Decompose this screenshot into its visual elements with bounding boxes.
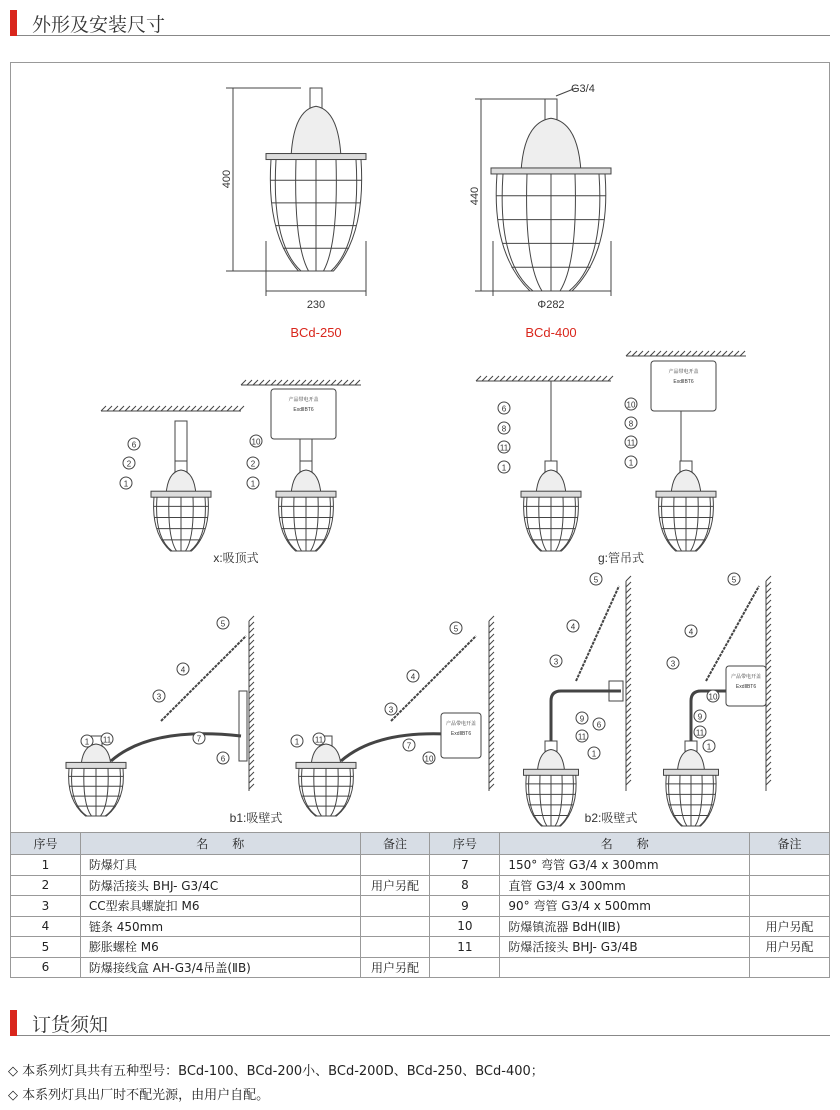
junction-box [441,713,481,758]
part-name: 90° 弯管 G3/4 x 500mm [500,896,750,917]
callout-4 [177,663,189,675]
svg-text:1: 1 [84,737,90,747]
part-number: 5 [11,937,81,958]
callout-11 [576,730,588,742]
svg-text:7: 7 [406,741,412,751]
part-remark [360,896,430,917]
note-item: ◇ 本系列灯具出厂时不配光源，由用户自配。 [8,1088,270,1103]
svg-text:11: 11 [499,443,509,453]
model-label-250: BCd-250 [290,325,342,340]
svg-text:11: 11 [577,732,587,742]
callout-6 [128,438,140,450]
svg-text:11: 11 [695,728,705,738]
table-header [11,833,830,855]
part-remark [360,855,430,876]
column-header: 序号 [430,833,500,855]
part-number: 11 [430,937,500,958]
svg-text:3: 3 [553,657,559,667]
callout-11 [498,441,510,453]
part-name: 防爆活接头 BHJ- G3/4B [500,937,750,958]
callout-8 [498,422,510,434]
callout-10 [625,398,637,410]
caption-wall-b1: b1:吸壁式 [229,811,283,825]
part-name: 直管 G3/4 x 300mm [500,875,750,896]
svg-text:10: 10 [424,754,434,764]
callout-9 [694,710,706,722]
callout-11 [101,733,113,745]
svg-text:9: 9 [697,712,703,722]
callout-4 [407,670,419,682]
junction-box [271,389,336,439]
callout-6 [217,752,229,764]
callout-3 [153,690,165,702]
installation-diagram [11,63,831,833]
callout-11 [313,733,325,745]
callout-1 [588,747,600,759]
callout-5 [217,617,229,629]
svg-text:1: 1 [294,737,300,747]
svg-text:3: 3 [388,705,394,715]
callout-5 [450,622,462,634]
svg-text:4: 4 [570,622,576,632]
table-row [11,916,830,937]
part-name: 防爆镇流器 BdH(ⅡB) [500,916,750,937]
junction-box [651,361,716,411]
callout-1 [625,456,637,468]
part-number: 6 [11,957,81,978]
lamp-bcd-250 [266,88,366,271]
callout-11 [694,726,706,738]
callout-3 [667,657,679,669]
svg-text:4: 4 [410,672,416,682]
part-name: 防爆活接头 BHJ- G3/4C [80,875,360,896]
table-row [11,875,830,896]
svg-text:1: 1 [628,458,634,468]
part-number [430,957,500,978]
part-remark [360,916,430,937]
lamp-wall [524,741,579,826]
callout-6 [593,718,605,730]
dim-height-250: 400 [221,169,233,189]
svg-text:产品带电开盖: 产品带电开盖 [445,721,477,727]
lamp-ceiling [151,461,211,551]
callout-10 [707,690,719,702]
caption-ceiling: x:吸顶式 [213,551,259,565]
lamp-pipe [656,461,716,551]
part-number: 2 [11,875,81,896]
column-header: 备注 [750,833,830,855]
svg-text:ExdⅡBT6: ExdⅡBT6 [735,684,757,690]
svg-text:4: 4 [180,665,186,675]
svg-text:产品带电开盖: 产品带电开盖 [288,397,319,403]
part-name: 链条 450mm [80,916,360,937]
column-header: 序号 [11,833,81,855]
callout-1 [291,735,303,747]
lamp-ceiling [276,461,336,551]
svg-text:9: 9 [579,714,585,724]
callout-2 [247,457,259,469]
part-remark: 用户另配 [360,957,430,978]
part-remark [750,957,830,978]
svg-text:产品带电开盖: 产品带电开盖 [730,674,762,680]
svg-text:10: 10 [708,692,718,702]
part-remark: 用户另配 [750,916,830,937]
part-number: 9 [430,896,500,917]
svg-text:4: 4 [688,627,694,637]
callout-4 [567,620,579,632]
callout-5 [728,573,740,585]
dim-thread-400: G3/4 [571,83,595,95]
lamp-wall [664,741,719,826]
section-title: 订货须知 [32,1014,109,1036]
section-header-dimensions [10,6,830,36]
callout-1 [703,740,715,752]
callout-2 [123,457,135,469]
lamp-bcd-400 [491,99,611,291]
svg-text:11: 11 [102,735,112,745]
section-title: 外形及安装尺寸 [32,14,166,36]
svg-text:11: 11 [626,438,636,448]
svg-text:1: 1 [501,463,507,473]
part-name: 防爆接线盒 AH-G3/4吊盖(ⅡB) [80,957,360,978]
svg-text:2: 2 [126,459,132,469]
part-number: 4 [11,916,81,937]
part-number: 8 [430,875,500,896]
svg-text:8: 8 [501,424,507,434]
note-item: ◇ 本系列灯具共有五种型号：BCd-100、BCd-200小、BCd-200D、BCd-250、BCd-400； [8,1064,544,1079]
caption-pipe: g:管吊式 [597,551,645,565]
callout-11 [625,436,637,448]
accent-bar [10,10,17,36]
svg-text:1: 1 [123,479,129,489]
lamp-pipe [521,461,581,551]
part-name [500,957,750,978]
wall-hatch [489,616,494,791]
callout-4 [685,625,697,637]
svg-text:ExdⅡBT6: ExdⅡBT6 [450,731,472,737]
section-header-ordering [10,1006,830,1036]
part-name: 防爆灯具 [80,855,360,876]
caption-wall-b2: b2:吸壁式 [584,811,638,825]
lamp-wall [296,736,356,816]
part-name: CC型索具螺旋扣 M6 [80,896,360,917]
svg-text:8: 8 [628,419,634,429]
callout-6 [498,402,510,414]
callout-1 [498,461,510,473]
callout-5 [590,573,602,585]
part-remark [750,855,830,876]
dim-diameter-400: Φ282 [537,299,565,311]
model-label-400: BCd-400 [525,325,577,340]
column-header: 名 称 [80,833,360,855]
part-number: 10 [430,916,500,937]
accent-bar [10,1010,17,1036]
callout-7 [193,732,205,744]
svg-text:1: 1 [591,749,597,759]
wall-hatch [249,616,254,791]
callout-1 [81,735,93,747]
part-remark: 用户另配 [750,937,830,958]
svg-text:6: 6 [220,754,226,764]
ceiling-hatch [101,406,244,411]
svg-text:7: 7 [196,734,202,744]
wall-hatch [766,576,771,791]
callout-7 [403,739,415,751]
part-remark [750,896,830,917]
callout-8 [625,417,637,429]
part-remark [750,875,830,896]
part-number: 3 [11,896,81,917]
table-row [11,896,830,917]
callout-3 [550,655,562,667]
part-name: 膨胀螺栓 M6 [80,937,360,958]
svg-text:产品带电开盖: 产品带电开盖 [668,369,699,375]
callout-9 [576,712,588,724]
part-remark [360,937,430,958]
svg-text:6: 6 [596,720,602,730]
junction-box [726,666,766,706]
svg-text:6: 6 [131,440,137,450]
callout-3 [385,703,397,715]
callout-10 [250,435,262,447]
svg-text:5: 5 [453,624,459,634]
svg-text:10: 10 [626,400,636,410]
callout-10 [423,752,435,764]
part-number: 7 [430,855,500,876]
dim-height-400: 440 [469,186,481,206]
svg-text:3: 3 [670,659,676,669]
table-row [11,957,830,978]
column-header: 名 称 [500,833,750,855]
wall-hatch [626,576,631,791]
part-name: 150° 弯管 G3/4 x 300mm [500,855,750,876]
parts-table [10,832,830,978]
svg-text:5: 5 [220,619,226,629]
callout-1 [120,477,132,489]
lamp-wall [66,736,126,816]
part-number: 1 [11,855,81,876]
ceiling-hatch [626,351,746,356]
svg-text:5: 5 [731,575,737,585]
svg-text:ExdⅡBT6: ExdⅡBT6 [293,407,314,413]
svg-text:6: 6 [501,404,507,414]
svg-text:1: 1 [250,479,256,489]
svg-text:1: 1 [706,742,712,752]
table-row [11,855,830,876]
ceiling-hatch [241,380,361,385]
ceiling-hatch [476,376,613,381]
svg-text:10: 10 [251,437,261,447]
svg-text:5: 5 [593,575,599,585]
table-row [11,937,830,958]
column-header: 备注 [360,833,430,855]
part-remark: 用户另配 [360,875,430,896]
svg-text:11: 11 [314,735,324,745]
svg-text:2: 2 [250,459,256,469]
callout-1 [247,477,259,489]
dim-width-250: 230 [306,299,326,311]
svg-text:3: 3 [156,692,162,702]
svg-text:ExdⅡBT6: ExdⅡBT6 [673,379,694,385]
diagram-frame [10,62,830,832]
